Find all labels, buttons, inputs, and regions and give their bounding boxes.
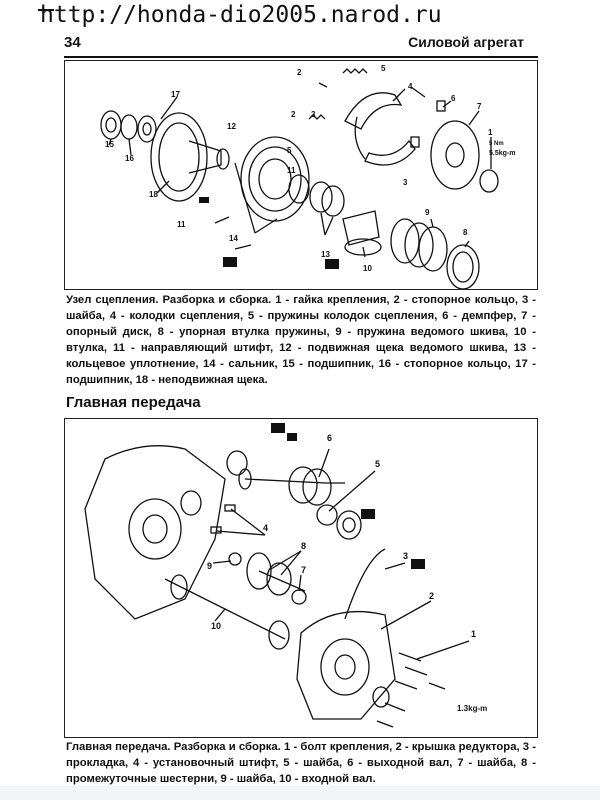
clutch-caption: Узел сцепления. Разборка и сборка. 1 - гайка крепления, 2 - стопорное кольцо, 3 - шайба, 4 - колодки сцепления, 5 - пружины колодок сцепления, 6 - демпфер, 7 - опорный диск, 8 - упорная втулка пружины, 9 - пружина ведомого шкива, 10 - втулка, 11 - направляющий штифт, 12 - подвижная щека ведомого шкива, 13 - кольцевое уплотнение, 14 - сальник, 15 - подшипник, 16 - стопорное кольцо, 17 - подшипник, 18 - неподвижная щека. [66,294,536,386]
torque-small: 5 Nm [489,141,504,147]
label-16: 16 [125,154,134,163]
label-7: 7 [477,102,482,111]
clutch-assembly-figure [64,60,538,290]
label-17: 17 [171,90,180,99]
label-18: 18 [149,190,158,199]
label-9: 9 [425,208,430,217]
page-header [64,34,538,58]
final-drive-exploded-diagram [65,419,537,737]
section-title-final-drive: Главная передача [66,394,201,411]
label-10: 10 [363,264,372,273]
label-5: 5 [375,459,381,469]
label-15: 15 [105,140,114,149]
label-4: 4 [263,523,269,533]
clutch-part-labels [105,64,515,273]
final-drive-part-labels [207,433,487,713]
clutch-exploded-diagram [65,61,537,289]
label-1: 1 [488,128,493,137]
label-9: 9 [207,561,213,571]
label-5b: 5 [287,146,292,155]
label-5: 5 [381,64,386,73]
page-number: 34 [64,34,81,51]
label-1: 1 [471,629,477,639]
source-url[interactable]: http://honda-dio2005.narod.ru [40,2,442,28]
torque-spec: 5.5kg-m [489,150,516,157]
label-2b: 2 [291,110,296,119]
label-4: 4 [408,82,413,91]
label-3b: 3 [311,110,316,119]
label-6: 6 [327,433,333,443]
label-3: 3 [403,551,409,561]
label-2: 2 [297,68,302,77]
label-11: 11 [177,220,186,229]
label-13: 13 [321,250,330,259]
label-12: 12 [227,122,236,131]
label-6: 6 [451,94,456,103]
page-title: Силовой агрегат [408,34,524,50]
label-8: 8 [301,541,307,551]
label-2: 2 [429,591,435,601]
label-3: 3 [403,178,408,187]
final-drive-figure [64,418,538,738]
final-drive-caption: Главная передача. Разборка и сборка. 1 - болт крепления, 2 - крышка редуктора, 3 - прокладка, 4 - установочный штифт, 5 - шайба, 6 - выходной вал, 7 - шайба, 8 - промежуточные шестерни, 9 - шайба, 10 - входной вал. [66,741,536,785]
bottom-strip [0,786,600,800]
label-10: 10 [211,621,222,631]
label-14: 14 [229,234,238,243]
torque-spec-2: 1.3kg-m [457,704,488,713]
label-8: 8 [463,228,468,237]
label-7: 7 [301,565,307,575]
label-11b: 11 [287,166,296,175]
